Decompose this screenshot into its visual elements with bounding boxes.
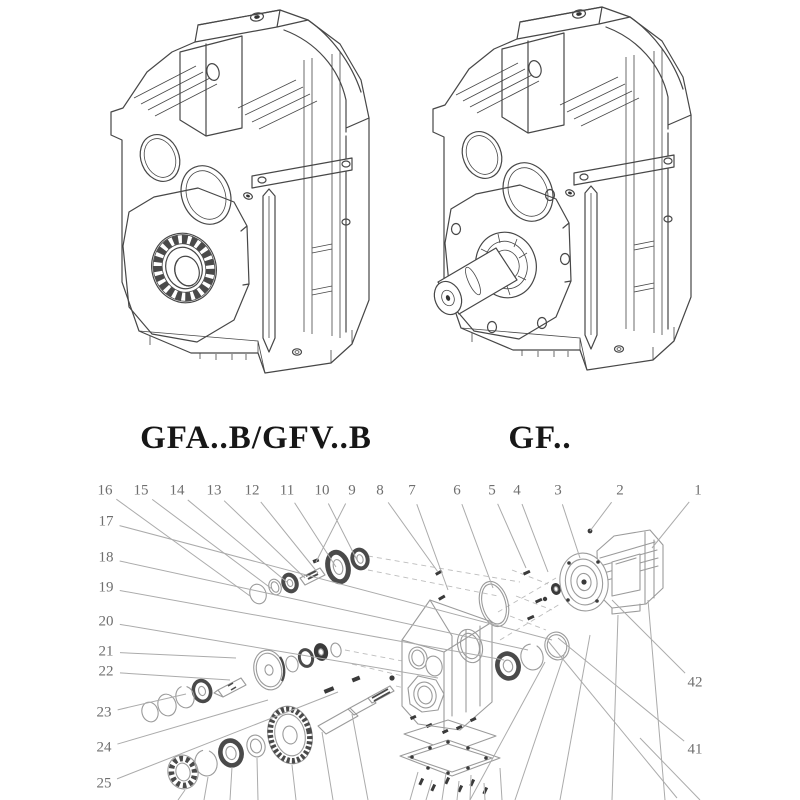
leader-line [152, 499, 272, 589]
callout-number: 10 [314, 482, 330, 499]
leader-line [117, 700, 268, 744]
leader-line [388, 502, 438, 572]
model-label-gfab: GFA..B/GFV..B [140, 420, 372, 456]
leader-line [562, 504, 580, 558]
leader-line [462, 504, 493, 588]
intermediate-shaft-parts [140, 642, 343, 724]
leader-line-cutoff [204, 777, 208, 800]
leader-line-cutoff [648, 600, 665, 800]
gearbox-drawing-gfab [111, 10, 369, 373]
callout-number: 2 [616, 482, 624, 499]
callout-number: 16 [97, 482, 113, 499]
leader-line-cutoff [515, 652, 565, 800]
leader-line-cutoff [470, 775, 471, 800]
model-label-gf: GF.. [508, 420, 572, 456]
leader-line [498, 504, 526, 568]
leader-line [188, 500, 288, 583]
callout-number: 22 [98, 663, 114, 680]
callout-number: 17 [98, 513, 114, 530]
callout-number: 9 [348, 482, 356, 499]
callout-number: 20 [98, 613, 114, 630]
callout-number: 19 [98, 579, 114, 596]
leader-line-cutoff [257, 758, 258, 800]
leader-line [224, 501, 305, 578]
callout-number: 25 [96, 775, 112, 792]
callouts [97, 482, 703, 791]
callout-number: 11 [279, 482, 295, 499]
leader-line-cutoff [352, 714, 368, 800]
leader-line [116, 499, 250, 596]
callout-number: 24 [96, 739, 112, 756]
leader-line [120, 653, 236, 658]
callout-number: 7 [408, 482, 416, 499]
callout-number: 15 [133, 482, 149, 499]
leader-line [652, 502, 689, 548]
leader-line [522, 504, 548, 572]
leader-line [120, 673, 230, 680]
leader-line-cutoff [230, 767, 232, 800]
callout-number: 4 [513, 482, 521, 499]
electric-motor [556, 529, 663, 615]
leader-line-cutoff [292, 765, 296, 800]
callout-number: 1 [694, 482, 702, 499]
callout-number: 5 [488, 482, 496, 499]
callout-number: 23 [96, 704, 112, 721]
leader-line-cutoff [500, 768, 502, 800]
callout-number: 14 [169, 482, 185, 499]
leader-line-cutoff [178, 790, 185, 800]
leader-line-cutoff [612, 615, 618, 800]
callout-number: 21 [98, 643, 114, 660]
leader-line [261, 502, 318, 573]
leader-line [417, 504, 448, 590]
callout-number: 41 [687, 741, 703, 758]
input-shaft-parts [247, 548, 370, 606]
callout-number: 3 [554, 482, 562, 499]
callout-number: 8 [376, 482, 384, 499]
callout-number: 18 [98, 549, 114, 566]
leader-line-cutoff [560, 635, 590, 800]
gearbox-drawing-gf [430, 7, 691, 370]
callout-number: 6 [453, 482, 461, 499]
callout-number: 12 [244, 482, 260, 499]
leader-line [590, 502, 612, 531]
leader-line-cutoff [442, 773, 446, 800]
leader-line-cutoff [484, 783, 485, 800]
callout-number: 42 [687, 674, 703, 691]
leader-line-cutoff [410, 772, 418, 800]
exploded-view [97, 482, 703, 800]
leader-line [120, 526, 552, 640]
callout-number: 13 [206, 482, 222, 499]
leader-line-cutoff [322, 732, 333, 800]
